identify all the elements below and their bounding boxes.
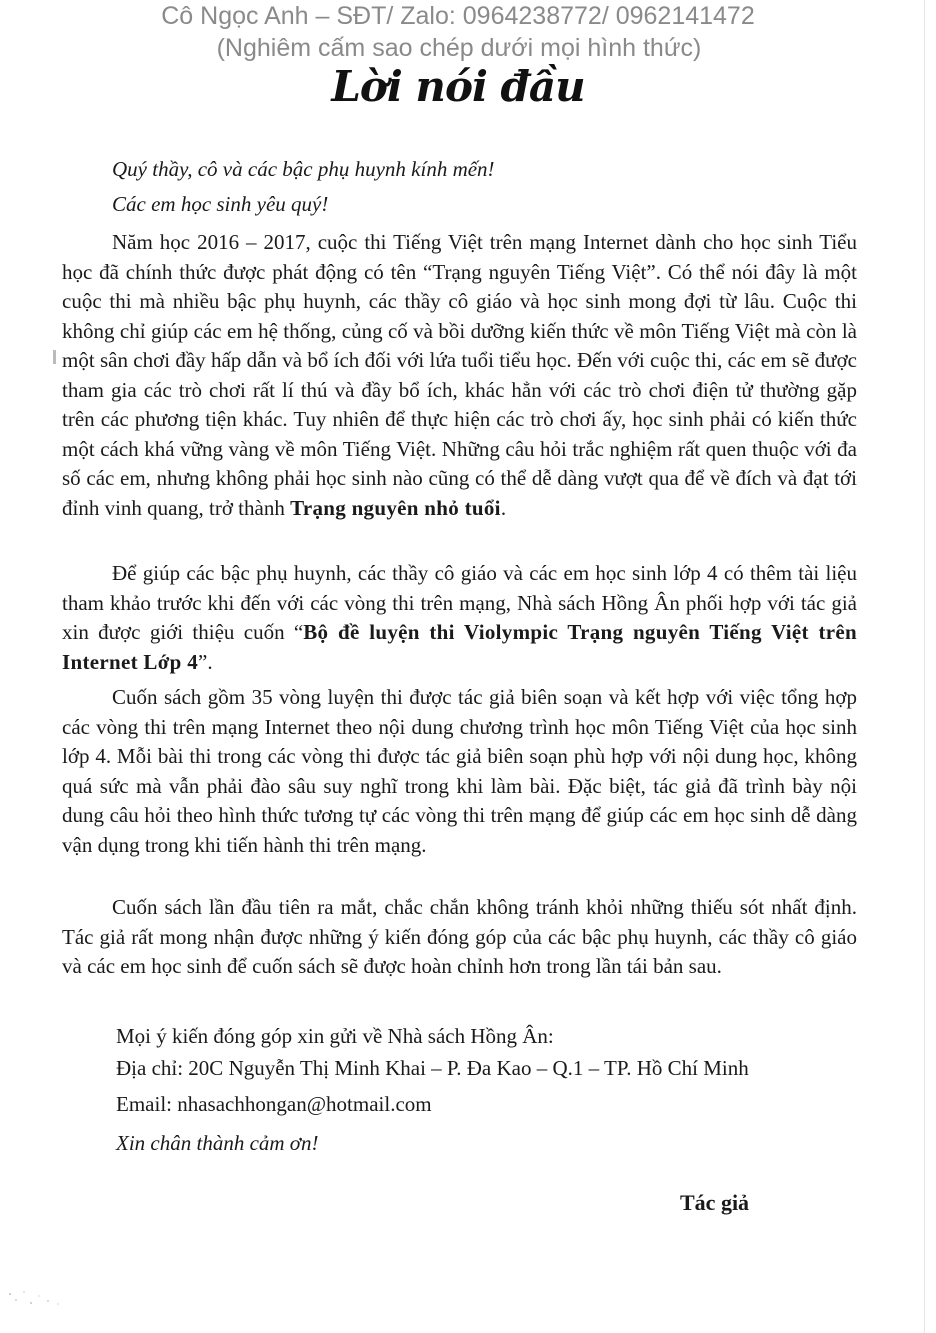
book-title: Bộ đề luyện thi Violympic Trạng nguyên Tiếng Việt trên Internet Lớp 4 xyxy=(62,620,857,674)
scan-noise xyxy=(6,1288,66,1308)
page-title: Lời nói đầu xyxy=(331,62,585,111)
watermark-contact: Cô Ngọc Anh – SĐT/ Zalo: 0964238772/ 0962141472 xyxy=(161,2,755,30)
paragraph-content: Cuốn sách gồm 35 vòng luyện thi được tác giả biên soạn và kết hợp với việc tổng hợp các vòng thi trên mạng Internet theo nội dung chương trình học môn Tiếng Việt của học sinh lớp 4. Mỗi bài thi trong các vòng thi được tác giả biên soạn phù hợp với nội dung học, không quá sức mà vẫn phải đào sâu suy nghĩ trong khi làm bài. Đặc biệt, tác giả đã trình bày nội dung câu hỏi theo hình thức tương tự các vòng thi trên mạng để giúp các em học sinh dễ dàng vận dụng trong khi tiến hành thi trên mạng. xyxy=(62,685,857,857)
watermark-copyright: (Nghiêm cấm sao chép dưới mọi hình thức) xyxy=(216,34,702,62)
paragraph-intro-text: Năm học 2016 – 2017, cuộc thi Tiếng Việt trên mạng Internet dành cho học sinh Tiểu học đã chính thức được phát động có tên “Trạng nguyên Tiếng Việt”. Có thể nói đây là một cuộc thi mà nhiều bậc phụ huynh, các thầy cô giáo và học sinh mong đợi từ lâu. Cuộc thi không chỉ giúp các em hệ thống, củng cố và bồi dưỡng kiến thức về môn Tiếng Việt mà còn là một sân chơi đầy hấp dẫn và bổ ích đối với lứa tuổi tiểu học. Đến với cuộc thi, các em sẽ được tham gia các trò chơi rất lí thú và đầy bổ ích, khác hẳn với các trò chơi điện tử thường gặp trên các phương tiện khác. Tuy nhiên để thực hiện các trò chơi ấy, học sinh phải có kiến thức một cách khá vững vàng về môn Tiếng Việt. Những câu hỏi trắc nghiệm rất quen thuộc với đa số các em, nhưng không phải học sinh nào cũng có thể dễ dàng vượt qua để về đích và đạt tới đỉnh vinh quang, trở thành xyxy=(62,230,857,520)
greeting-parents: Quý thầy, cô và các bậc phụ huynh kính mến! xyxy=(112,157,495,181)
paragraph-intro xyxy=(62,228,857,523)
paragraph-feedback: Cuốn sách lần đầu tiên ra mắt, chắc chắn không tránh khỏi những thiếu sót nhất định. Tác giả rất mong nhận được những ý kiến đóng góp của các bậc phụ huynh, các thầy cô giáo và các em học sinh để cuốn sách sẽ được hoàn chỉnh hơn trong lần tái bản sau. xyxy=(62,895,857,978)
contact-intro: Mọi ý kiến đóng góp xin gửi về Nhà sách Hồng Ân: xyxy=(116,1024,554,1048)
page-edge-line xyxy=(924,0,925,1333)
contact-address: Địa chỉ: 20C Nguyễn Thị Minh Khai – P. Đa Kao – Q.1 – TP. Hồ Chí Minh xyxy=(116,1056,749,1080)
paragraph-purpose-end: ”. xyxy=(198,649,213,674)
author-signature: Tác giả xyxy=(680,1190,750,1215)
greeting-students: Các em học sinh yêu quý! xyxy=(112,192,329,216)
paragraph-intro-bold: Trạng nguyên nhỏ tuổi xyxy=(290,495,501,520)
thanks-line: Xin chân thành cảm ơn! xyxy=(116,1131,319,1155)
paragraph-purpose xyxy=(62,559,857,677)
contact-email: Email: nhasachhongan@hotmail.com xyxy=(116,1092,432,1116)
paragraph-purpose-text: Để giúp các bậc phụ huynh, các thầy cô giáo và các em học sinh lớp 4 có thêm tài liệu tham khảo trước khi đến với các vòng thi trên mạng, Nhà sách Hồng Ân phối hợp với tác giả xin được giới thiệu cuốn “ xyxy=(62,561,857,644)
paragraph-intro-end: . xyxy=(500,495,507,520)
scan-mark xyxy=(53,350,56,364)
